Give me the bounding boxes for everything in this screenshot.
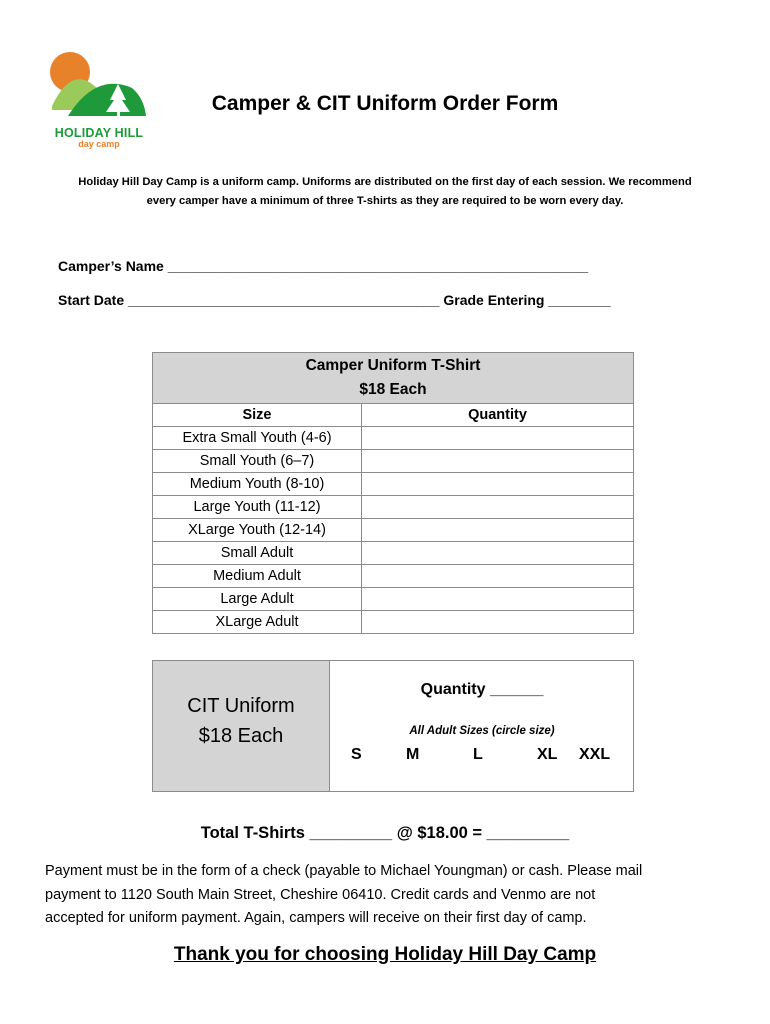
cit-label-panel [153, 661, 330, 791]
thank-you-heading: Thank you for choosing Holiday Hill Day Camp [173, 944, 597, 965]
intro-line: Holiday Hill Day Camp is a uniform camp. Uniforms are distributed on the first day of each session. We recommend [78, 176, 692, 188]
cit-size-s[interactable]: S [351, 746, 362, 763]
logo-name: HOLIDAY HILL [54, 126, 144, 140]
table-row [153, 542, 634, 565]
size-column-header: Size [153, 404, 362, 427]
table-row [153, 565, 634, 588]
quantity-cell[interactable] [362, 542, 634, 565]
cit-size-note: All Adult Sizes (circle size) [409, 725, 555, 737]
table-row [153, 450, 634, 473]
quantity-cell[interactable] [362, 473, 634, 496]
table-row [153, 588, 634, 611]
cit-size-xxl[interactable]: XXL [579, 746, 611, 763]
table-row [153, 519, 634, 542]
cit-size-l[interactable]: L [473, 746, 483, 763]
tshirt-table-header [153, 353, 634, 404]
size-label: Medium Adult [153, 565, 362, 588]
cit-title-text: CIT Uniform [187, 695, 295, 717]
cit-uniform-box [152, 660, 634, 792]
cit-title [153, 691, 329, 751]
size-label: Large Adult [153, 588, 362, 611]
size-label: Medium Youth (8-10) [153, 473, 362, 496]
payment-line: payment to 1120 South Main Street, Cheshire 06410. Credit cards and Venmo are not [45, 886, 596, 903]
cit-quantity-field[interactable]: Quantity ______ [420, 681, 544, 698]
quantity-cell[interactable] [362, 496, 634, 519]
quantity-cell[interactable] [362, 450, 634, 473]
tshirt-table-price: $18 Each [359, 381, 427, 398]
tshirt-order-table [152, 352, 634, 634]
cit-price-text: $18 Each [198, 725, 284, 747]
size-label: XLarge Adult [153, 611, 362, 634]
quantity-cell[interactable] [362, 565, 634, 588]
quantity-cell[interactable] [362, 519, 634, 542]
camper-name-field[interactable]: Camper’s Name ______________________________________________________ [58, 258, 589, 274]
tshirt-table-title: Camper Uniform T-Shirt [305, 357, 481, 374]
size-label: Large Youth (11-12) [153, 496, 362, 519]
payment-line: Payment must be in the form of a check (payable to Michael Youngman) or cash. Please mail [45, 863, 643, 879]
quantity-column-header: Quantity [362, 404, 634, 427]
table-row [153, 611, 634, 634]
quantity-cell[interactable] [362, 588, 634, 611]
table-row [153, 427, 634, 450]
intro-text [40, 173, 730, 211]
start-date-grade-field[interactable]: Start Date ________________________________________ Grade Entering ________ [58, 292, 611, 308]
total-tshirts-line[interactable]: Total T-Shirts _________ @ $18.00 = _________ [200, 824, 570, 842]
cit-size-xl[interactable]: XL [537, 746, 558, 763]
table-row [153, 496, 634, 519]
logo-subtitle: day camp [78, 139, 120, 149]
page-title: Camper & CIT Uniform Order Form [211, 92, 559, 115]
payment-line: accepted for uniform payment. Again, campers will receive on their first day of camp. [45, 910, 587, 926]
intro-line: every camper have a minimum of three T-shirts as they are required to be worn every day. [146, 195, 624, 207]
size-label: Small Youth (6–7) [153, 450, 362, 473]
payment-instructions [45, 860, 735, 931]
size-label: XLarge Youth (12-14) [153, 519, 362, 542]
quantity-cell[interactable] [362, 611, 634, 634]
quantity-cell[interactable] [362, 427, 634, 450]
size-label: Extra Small Youth (4-6) [153, 427, 362, 450]
cit-size-m[interactable]: M [406, 746, 420, 763]
size-label: Small Adult [153, 542, 362, 565]
table-row [153, 473, 634, 496]
